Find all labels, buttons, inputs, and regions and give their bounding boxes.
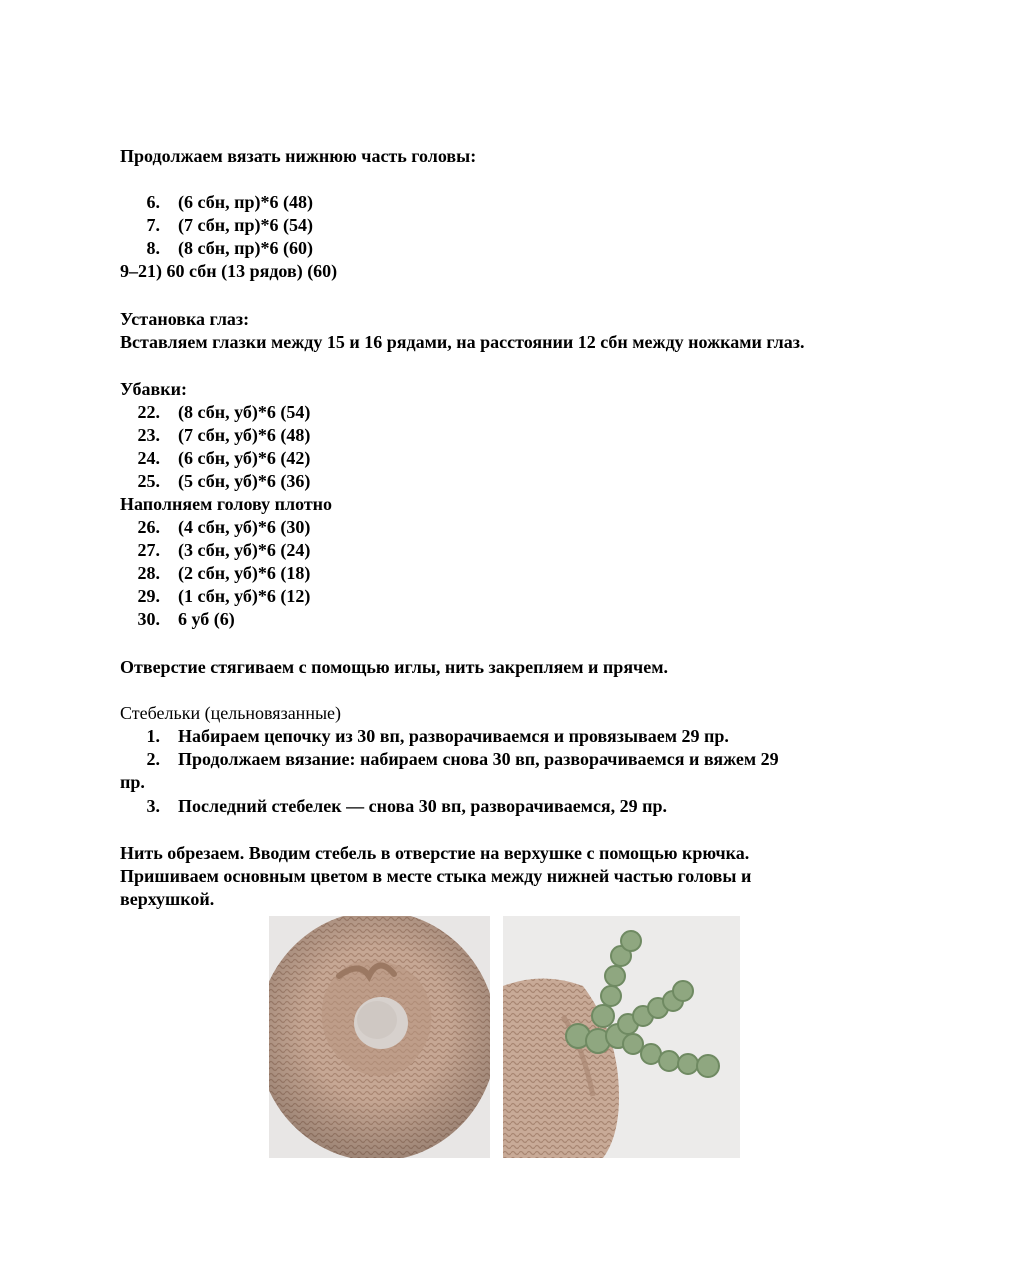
list-item: 24. (6 сбн, уб)*6 (42): [137, 448, 311, 468]
eyes-heading: Установка глаз:: [120, 309, 250, 329]
photo-crochet-stems: [503, 916, 740, 1158]
list-item: 23. (7 сбн, уб)*6 (48): [137, 425, 311, 445]
decrease-heading: Убавки:: [120, 379, 187, 399]
list-item: 1. Набираем цепочку из 30 вп, разворачиваемся и провязываем 29 пр.: [146, 726, 729, 746]
final-text-line: верхушкой.: [120, 889, 215, 909]
list-item: 28. (2 сбн, уб)*6 (18): [137, 563, 311, 583]
list-item: 26. (4 сбн, уб)*6 (30): [137, 517, 311, 537]
plain-rows-text: 9–21) 60 сбн (13 рядов) (60): [120, 261, 338, 281]
list-item: 2. Продолжаем вязание: набираем снова 30 вп, разворачиваемся и вяжем 29: [146, 749, 779, 769]
list-item: 22. (8 сбн, уб)*6 (54): [137, 402, 311, 422]
list-item: 3. Последний стебелек — снова 30 вп, разворачиваемся, 29 пр.: [146, 796, 668, 816]
list-item: 25. (5 сбн, уб)*6 (36): [137, 471, 311, 491]
final-text-line: Пришиваем основным цветом в месте стыка между нижней частью головы и: [120, 866, 752, 886]
section-heading: Продолжаем вязать нижнюю часть головы:: [120, 146, 477, 166]
list-item: 7. (7 сбн, пр)*6 (54): [146, 215, 313, 235]
list-item: 6. (6 сбн, пр)*6 (48): [146, 192, 313, 212]
list-item: 30. 6 уб (6): [137, 609, 235, 629]
eyes-text: Вставляем глазки между 15 и 16 рядами, на расстоянии 12 сбн между ножками глаз.: [120, 332, 805, 352]
list-item: 29. (1 сбн, уб)*6 (12): [137, 586, 311, 606]
photo-crochet-head-top: [269, 916, 490, 1158]
stuffing-note: Наполняем голову плотно: [120, 494, 333, 514]
stems-heading: Стебельки (цельновязанные): [120, 703, 342, 723]
list-item-wrap: пр.: [120, 772, 145, 792]
final-text-line: Нить обрезаем. Вводим стебель в отверстие на верхушке с помощью крючка.: [120, 843, 750, 863]
list-item: 27. (3 сбн, уб)*6 (24): [137, 540, 311, 560]
close-text: Отверстие стягиваем с помощью иглы, нить закрепляем и прячем.: [120, 657, 668, 677]
list-item: 8. (8 сбн, пр)*6 (60): [146, 238, 313, 258]
